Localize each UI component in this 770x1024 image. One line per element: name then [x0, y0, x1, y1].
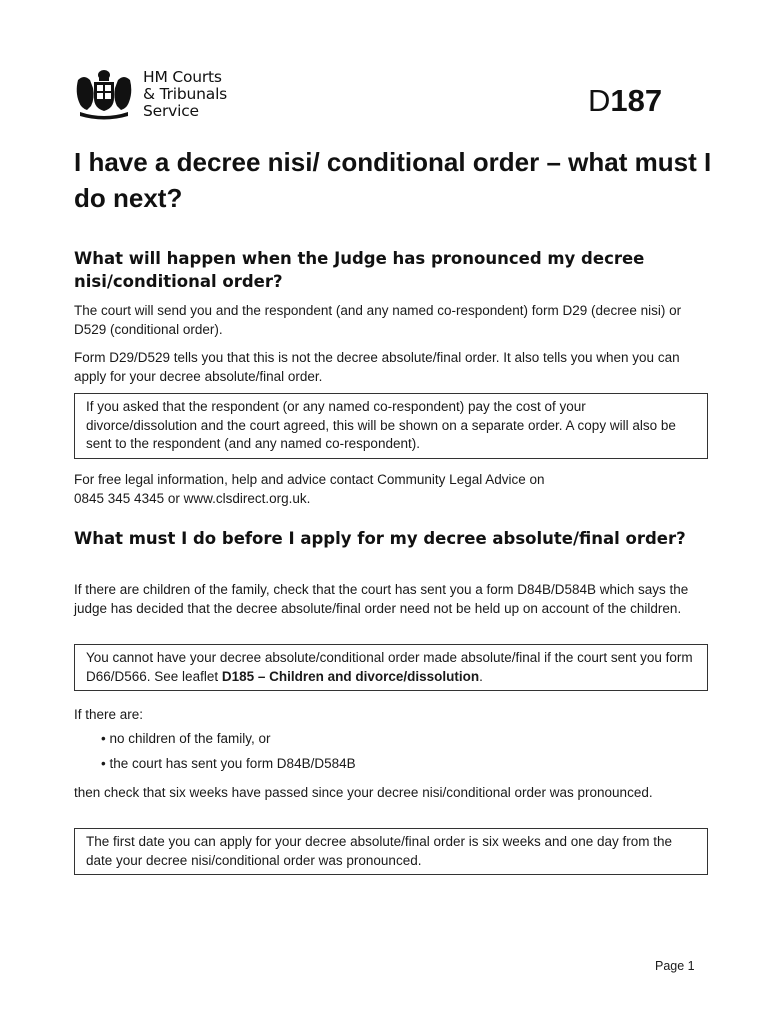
royal-coat-of-arms-icon	[72, 66, 136, 120]
children-warning-text: You cannot have your decree absolute/conditional order made absolute/final if the court sent you form D66/D566. See leaflet	[86, 650, 693, 684]
leaflet-reference: D185 – Children and divorce/dissolution	[221, 668, 480, 684]
legal-advice-line-2: 0845 345 4345 or www.clsdirect.org.uk.	[74, 490, 311, 506]
section-2-heading: What must I do before I apply for my decree absolute/final order?	[74, 529, 686, 548]
if-there-are-label: If there are:	[74, 707, 144, 722]
children-warning-box	[74, 644, 708, 691]
legal-advice-paragraph	[74, 471, 704, 508]
page-number: Page 1	[655, 959, 695, 973]
org-name-line-1: HM Courts	[143, 68, 222, 86]
legal-advice-line-1: For free legal information, help and advice contact Community Legal Advice on	[74, 472, 545, 487]
form-code-prefix: D	[588, 83, 611, 118]
section-2-paragraph-1: If there are children of the family, check that the court has sent you a form D84B/D584B which says the judge has decided that the decree absolute/final order need not be held up on account of the children.	[74, 582, 689, 616]
section-1-paragraph-1: The court will send you and the respondent (and any named co-respondent) form D29 (decree nisi) or D529 (conditional order).	[74, 303, 682, 337]
bullet-form-sent: • the court has sent you form D84B/D584B	[101, 756, 356, 771]
hmcts-logo	[72, 66, 262, 122]
costs-info-box: If you asked that the respondent (or any named co-respondent) pay the cost of your divorce/dissolution and the court agreed, this will be shown on a separate order. A copy will also be sent to the respondent (and any named co-respondent).	[74, 393, 708, 459]
section-2-paragraph-2: then check that six weeks have passed since your decree nisi/conditional order was pronounced.	[74, 785, 653, 800]
org-name-line-3: Service	[143, 102, 199, 120]
bullet-no-children: • no children of the family, or	[101, 731, 271, 746]
org-name-line-2: & Tribunals	[143, 85, 228, 103]
form-code	[588, 83, 662, 119]
page-title: I have a decree nisi/ conditional order – what must I do next?	[74, 147, 712, 213]
first-date-info-box: The first date you can apply for your decree absolute/final order is six weeks and one day from the date your decree nisi/conditional order was pronounced.	[74, 828, 708, 875]
section-1-paragraph-2: Form D29/D529 tells you that this is not the decree absolute/final order. It also tells you when you can apply for your decree absolute/final order.	[74, 350, 680, 384]
section-1-heading: What will happen when the Judge has pronounced my decree nisi/conditional order?	[74, 249, 645, 291]
form-code-number: 187	[610, 83, 663, 118]
children-warning-end: .	[479, 668, 483, 684]
organisation-name	[143, 69, 227, 120]
